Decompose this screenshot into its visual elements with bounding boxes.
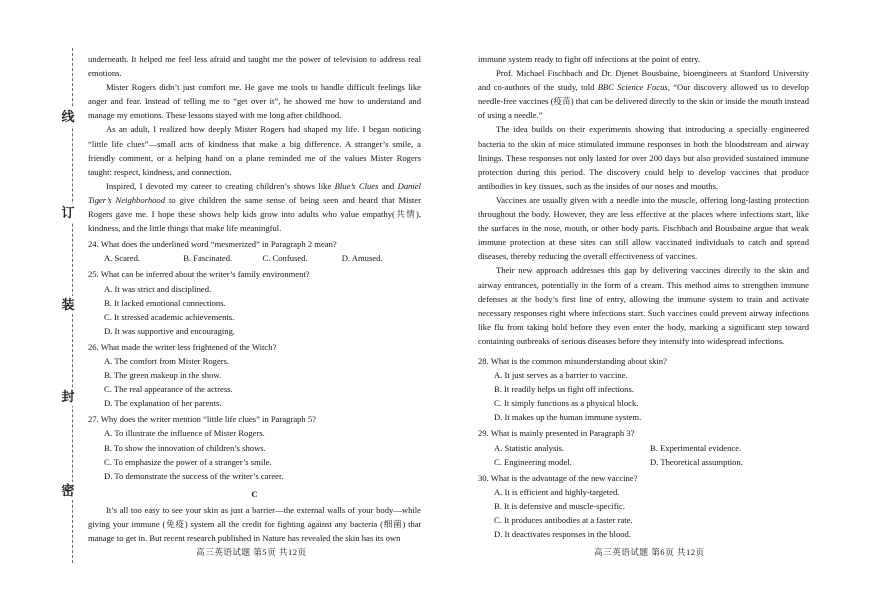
answer-option: A. Statistic analysis. <box>494 442 565 453</box>
binding-char-mi: 密 <box>58 482 78 500</box>
answer-option: C. The real appearance of the actress. <box>104 384 233 395</box>
paragraph: Mister Rogers didn’t just comfort me. He gave me tools to handle difficult feelings like anger and fear. Instead of telling me to “get over it”, he showed me how to understand and manage my emotions. These lessons stayed with me long after childhood. <box>88 82 421 121</box>
question-stem: 25. What can be inferred about the writer’s family environment? <box>88 269 310 280</box>
question-stem: 29. What is mainly presented in Paragraph 3? <box>478 428 635 439</box>
answer-option: B. It lacked emotional connections. <box>104 297 226 308</box>
paragraph: Their new approach addresses this gap by delivering vaccines directly to the skin and airway entrances, potentially in the form of a cream. This method aims to strengthen immune defenses at the body’s first line of entry, allowing the immune system to train and activate necessary responses right where infections start. Such vaccines could prevent airway infections like flu from taking hold before they even enter the body, marking a significant step toward containing outbreaks of serious diseases before they intensify into widespread infections. <box>478 265 809 346</box>
question-list <box>478 354 809 541</box>
answer-option: D. It makes up the human immune system. <box>494 412 642 423</box>
answer-option: A. To illustrate the influence of Mister Rogers. <box>104 428 265 439</box>
magazine-title: BBC Science Focus <box>597 82 668 93</box>
page-footer-left: 高三英语试题 第5页 共12页 <box>196 547 307 557</box>
binding-char-zhuang: 装 <box>58 296 78 314</box>
binding-char-ding: 订 <box>58 204 78 222</box>
answer-option: D. It was supportive and encouraging. <box>104 325 236 336</box>
section-heading: C <box>251 488 258 499</box>
question-stem: 30. What is the advantage of the new vaccine? <box>478 472 638 483</box>
answer-option: B. Fascinated. <box>183 253 233 264</box>
binding-char-feng: 封 <box>58 388 78 406</box>
page-footer-right: 高三英语试题 第6页 共12页 <box>594 547 705 557</box>
answer-option: C. Confused. <box>262 253 308 264</box>
answer-option: C. It stressed academic achievements. <box>104 311 235 322</box>
answer-option: C. To emphasize the power of a stranger’s smile. <box>104 456 272 467</box>
answer-option: D. Amused. <box>341 253 383 264</box>
binding-char-xian: 线 <box>58 108 78 126</box>
paragraph: underneath. It helped me feel less afraid and taught me the power of television to address real emotions. <box>88 54 421 79</box>
option-row <box>478 455 809 469</box>
answer-option: A. Scared. <box>104 253 141 264</box>
question-stem: 24. What does the underlined word “mesmerized” in Paragraph 2 mean? <box>88 239 337 250</box>
answer-option: D. Theoretical assumption. <box>650 456 743 467</box>
left-column <box>88 52 421 545</box>
answer-option: D. The explanation of her parents. <box>104 398 222 409</box>
answer-option: A. The comfort from Mister Rogers. <box>104 355 230 366</box>
paragraph: Inspired, I devoted my career to creating children’s shows like Blue’s Clues and Daniel Tiger’s Neighborhood to give children the same sense of being seen and heard that Mister Rogers gave me. I hope these shows help kids grow into adults who value empathy(共情), kindness, and the little things that make life meaningful. <box>88 180 421 234</box>
paragraph: Prof. Michael Fischbach and Dr. Djenet Bousbaine, bioengineers at Stanford University and co-authors of the study, told BBC Science Focus, “Our discovery allowed us to develop needle-free vaccines (疫苗) that can be delivered directly to the skin or inside the mouth instead of using a needle.” <box>478 68 809 121</box>
question-stem: 28. What is the common misunderstanding about skin? <box>478 355 667 366</box>
paragraph: immune system ready to fight off infections at the point of entry. <box>478 54 701 64</box>
answer-option: A. It just serves as a barrier to vaccine. <box>494 370 628 381</box>
answer-option: D. To demonstrate the success of the writer’s career. <box>104 470 284 481</box>
answer-option: C. Engineering model. <box>494 456 572 467</box>
show-title: Blue’s Clues <box>334 180 379 191</box>
answer-option: A. It is efficient and highly-targeted. <box>494 486 620 497</box>
option-row <box>88 251 421 265</box>
answer-option: D. It deactivates responses in the blood. <box>494 529 631 540</box>
paragraph: It’s all too easy to see your skin as just a barrier—the external walls of your body—while giving your immune (免疫) system all the credit for fighting against any bacteria (细菌) that manage to get in. But recent research published in Nature has revealed the skin has its own <box>88 504 421 544</box>
right-column <box>478 52 809 541</box>
answer-option: B. The green makeup in the show. <box>104 370 222 381</box>
answer-option: B. Experimental evidence. <box>650 442 742 453</box>
answer-option: C. It simply functions as a physical block. <box>494 398 639 409</box>
option-row <box>478 441 809 455</box>
question-stem: 27. Why does the writer mention “little life clues” in Paragraph 5? <box>88 414 316 425</box>
paragraph: Vaccines are usually given with a needle into the muscle, offering long-lasting protection throughout the body. However, they are less effective at the places where infections start, like the surfaces in the nose, mouth, or other body parts. Fischbach and Bousbaine argue that weak immune protection at these sites can still allow vaccinated individuals to catch and spread diseases, thereby reducing the overall effectiveness of vaccines. <box>478 194 809 262</box>
question-stem: 26. What made the writer less frightened of the Witch? <box>88 341 277 352</box>
answer-option: A. It was strict and disciplined. <box>104 283 212 294</box>
paragraph: The idea builds on their experiments showing that introducing a specially engineered bacteria to the skin of mice stimulated immune responses in both the bloodstream and airway linings. These responses not only lasted for over 200 days but also provided sustained immune protection during this period. The discovery could help to develop vaccines that produce antibodies in key tissues, such as the insides of our noses and mouths. <box>478 124 809 191</box>
paragraph: As an adult, I realized how deeply Mister Rogers had shaped my life. I began noticing “little life clues”—small acts of kindness that make a big difference. A stranger’s smile, a friendly comment, or a helping hand on a plane reminded me of the values Mister Rogers taught: respect, kindness, and connection. <box>88 124 421 177</box>
answer-option: B. It is defensive and muscle-specific. <box>494 500 626 511</box>
answer-option: B. It readily helps us fight off infections. <box>494 384 634 395</box>
show-title: Daniel Tiger’s Neighborhood <box>88 180 421 205</box>
question-list <box>88 237 421 483</box>
answer-option: B. To show the innovation of children’s shows. <box>104 442 266 453</box>
answer-option: C. It produces antibodies at a faster rate. <box>494 515 633 525</box>
